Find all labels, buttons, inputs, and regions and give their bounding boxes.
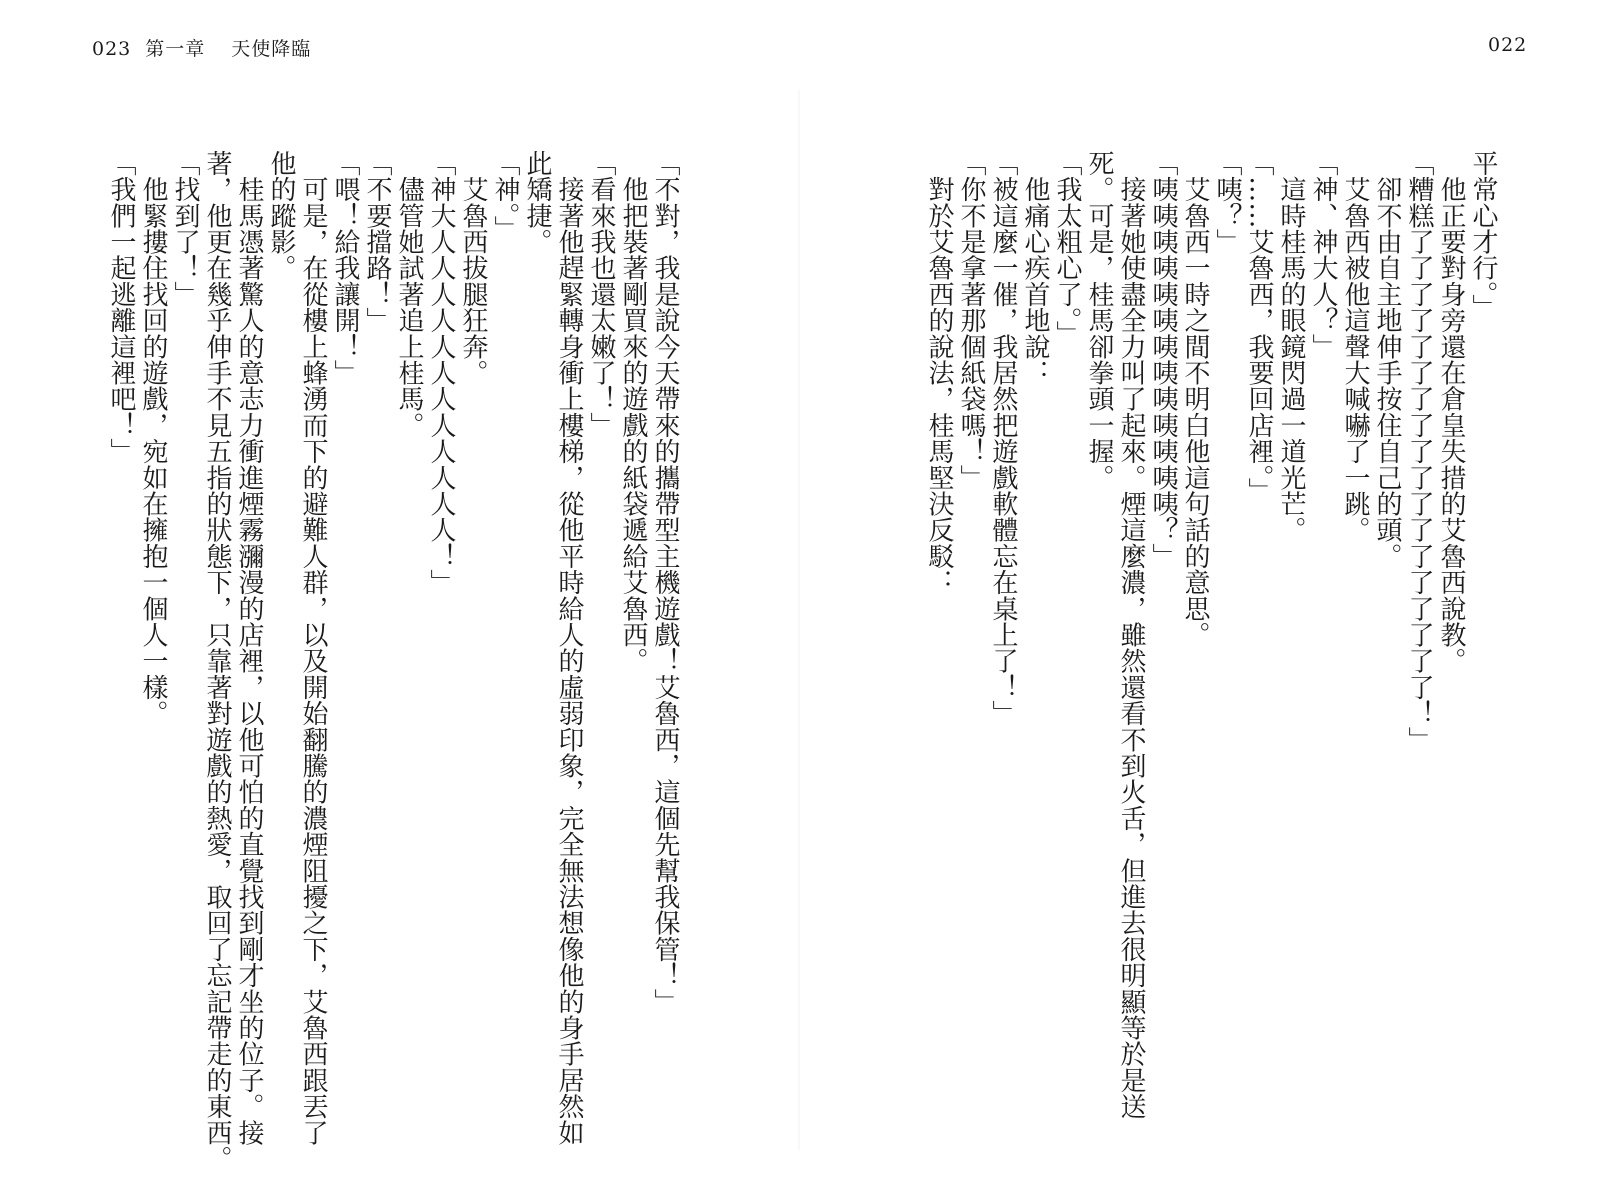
text-column: 艾魯西被他這聲大喊嚇了一跳。 [1340,150,1370,543]
text-column: 「神。」 [490,150,520,242]
text-column: 「神大人人人人人人人人人人人人！」 [426,150,456,596]
text-column: 卻不由自主地伸手按住自己的頭。 [1372,150,1402,570]
text-column: 艾魯西一時之間不明白他這句話的意思。 [1180,150,1210,648]
text-column: 平常心才行。」 [1468,150,1498,321]
right-page-number: 022 [1488,34,1528,56]
text-column: 他的蹤影。 [266,150,296,281]
left-page-header [92,34,311,61]
text-column: 接著她使盡全力叫了起來。煙這麼濃，雖然還看不到火舌，但進去很明顯等於是送 [1116,150,1146,1120]
text-column: 他正要對身旁還在倉皇失措的艾魯西說教。 [1436,150,1466,674]
text-column: 他痛心疾首地說： [1020,150,1050,386]
text-column: 「找到了！」 [170,150,200,308]
page-gutter [798,90,800,1150]
text-column: 「被這麼一催，我居然把遊戲軟體忘在桌上了！」 [988,150,1018,727]
left-page-number: 023 [92,38,132,60]
text-column: 他把裝著剛買來的遊戲的紙袋遞給艾魯西。 [618,150,648,674]
text-column: 「看來我也還太嫩了！」 [586,150,616,439]
text-column: 「不對，我是說今天帶來的攜帶型主機遊戲！艾魯西，這個先幫我保管！」 [650,150,680,1015]
text-column: 艾魯西拔腿狂奔。 [458,150,488,386]
right-page-body [880,150,1520,1150]
text-column: 死。可是，桂馬卻拳頭一握。 [1084,150,1114,491]
chapter-label: 第一章 [145,38,206,60]
text-column: 「喂！給我讓開！」 [330,150,360,386]
text-column: 對於艾魯西的說法，桂馬堅決反駁： [924,150,954,596]
text-column: 可是，在從樓上蜂湧而下的避難人群，以及開始翻騰的濃煙阻擾之下，艾魯西跟丟了 [298,150,328,1146]
text-column: 「咦咦咦咦咦咦咦咦咦咦咦咦咦？」 [1148,150,1178,570]
text-column: 「我太粗心了。」 [1052,150,1082,347]
text-column: 「我們一起逃離這裡吧！」 [106,150,136,465]
text-column: 接著他趕緊轉身衝上樓梯，從他平時給人的虛弱印象，完全無法想像他的身手居然如 [554,150,584,1146]
chapter-title: 天使降臨 [231,38,312,60]
text-column: 「咦？」 [1212,150,1242,255]
text-column: 「……艾魯西，我要回店裡。」 [1244,150,1274,504]
text-column: 「糟糕了了了了了了了了了了了了了了了了了了！」 [1404,150,1434,753]
text-column: 「不要擋路！」 [362,150,392,334]
text-column: 「神、神大人？」 [1308,150,1338,360]
text-column: 儘管她試著追上桂馬。 [394,150,424,439]
text-column: 他緊摟住找回的遊戲，宛如在擁抱一個人一樣。 [138,150,168,727]
left-page-body [70,150,710,1172]
text-column: 著，他更在幾乎伸手不見五指的狀態下，只靠著對遊戲的熱愛，取回了忘記帶走的東西。 [202,150,232,1172]
text-column: 這時桂馬的眼鏡閃過一道光芒。 [1276,150,1306,543]
text-column: 此矯捷。 [522,150,552,255]
text-column: 「你不是拿著那個紙袋嗎！」 [956,150,986,491]
text-column: 桂馬憑著驚人的意志力衝進煙霧瀰漫的店裡，以他可怕的直覺找到剛才坐的位子。接 [234,150,264,1146]
